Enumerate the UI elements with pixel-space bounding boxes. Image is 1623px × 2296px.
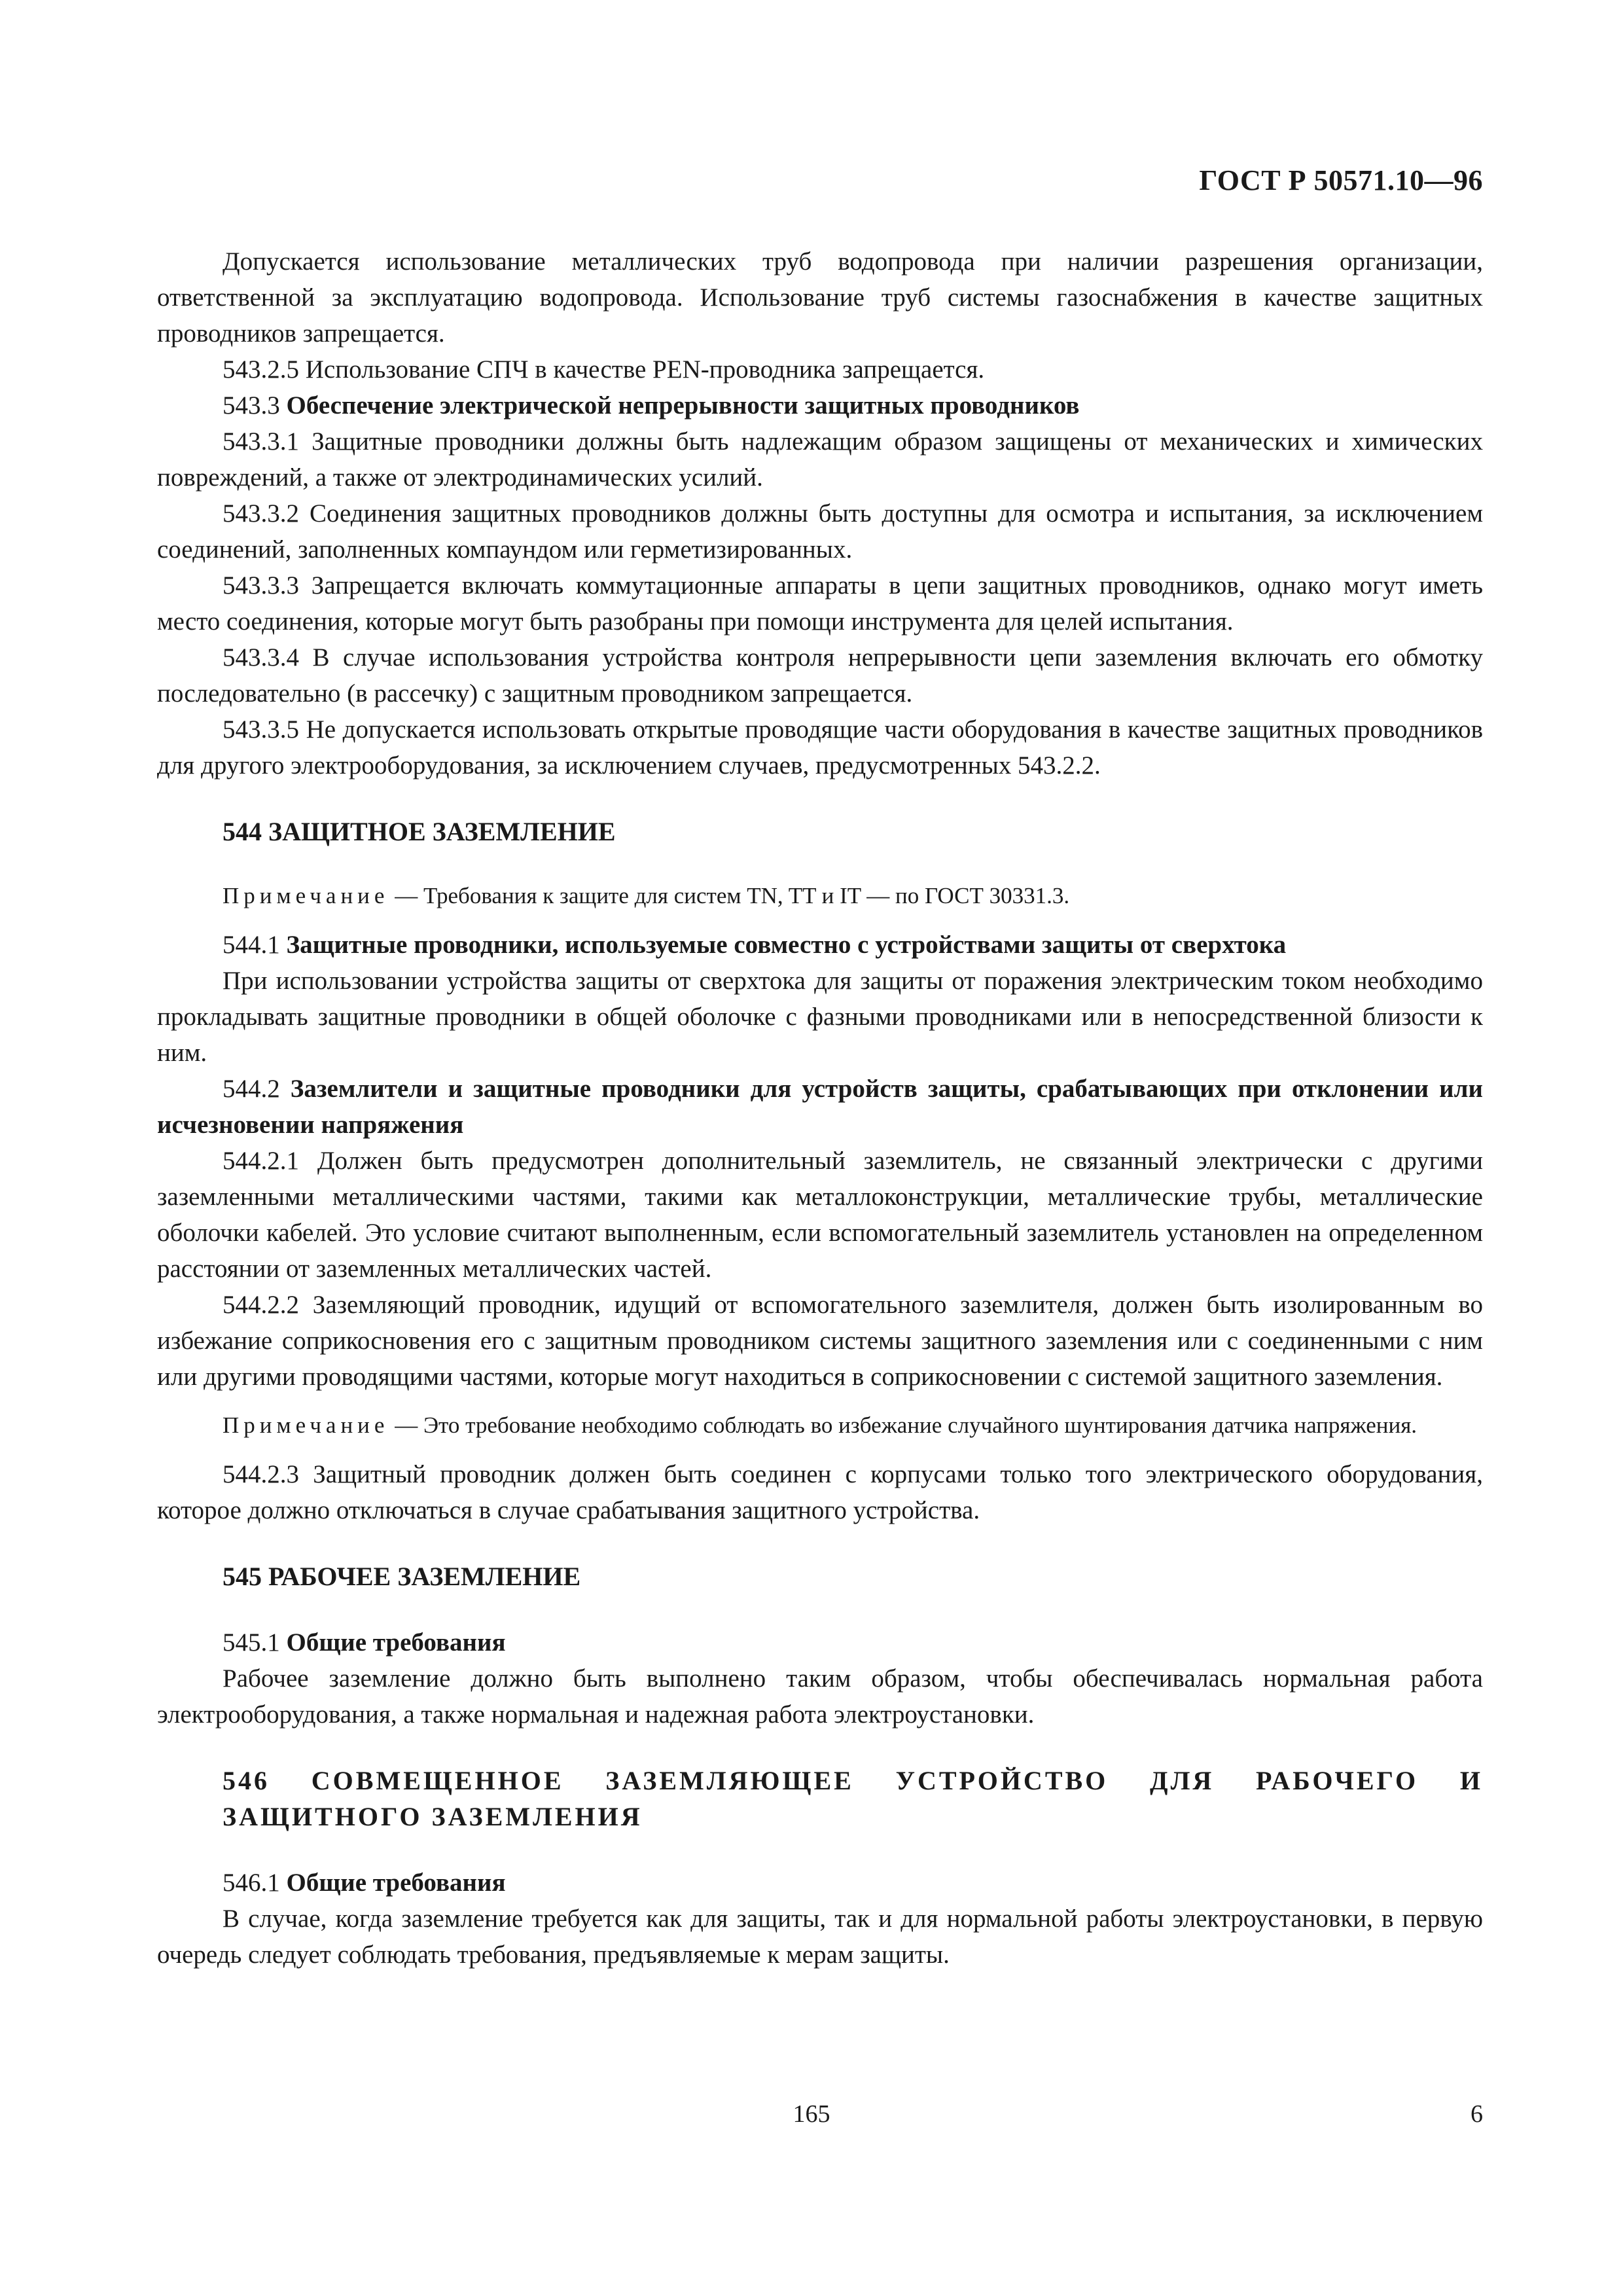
paragraph: Допускается использование металлических труб водопровода при наличии разрешения организации, ответственной за эксплуатацию водопровода. Использование труб системы газоснабжения в качестве защитных проводников запрещается. (157, 247, 1483, 348)
note-label: Примечание (223, 1412, 389, 1438)
subsection-title: Заземлители и защитные проводники для устройств защиты, срабатывающих при отклонении или исчезновении напряжения (157, 1075, 1484, 1139)
paragraph: 544.2.3 Защитный проводник должен быть соединен с корпусами только того электрического оборудования, которое должно отключаться в случае срабатывания защитного устройства. (157, 1460, 1483, 1524)
subsection-heading (157, 1865, 1483, 1901)
paragraph: 544.2.1 Должен быть предусмотрен дополнительный заземлитель, не связанный электрически с другими заземленными металлическими частями, такими как металлоконструкции, металлические трубы, металлические оболочки кабелей. Это условие считают выполненным, если вспомогательный заземлитель установлен на определенном расстоянии от заземленных металлических частей. (157, 1147, 1483, 1283)
subsection-title: Обеспечение электрической непрерывности защитных проводников (286, 391, 1080, 420)
paragraph: В случае, когда заземление требуется как для защиты, так и для нормальной работы электроустановки, в первую очередь следует соблюдать требования, предъявляемые к мерам защиты. (157, 1905, 1483, 1969)
sheet-number: 6 (1471, 2100, 1483, 2128)
paragraph: 543.3.2 Соединения защитных проводников должны быть доступны для осмотра и испытания, за исключением соединений, заполненных компаундом или герметизированных. (157, 499, 1483, 564)
paragraph: Рабочее заземление должно быть выполнено таким образом, чтобы обеспечивалась нормальная работа электрооборудования, а также нормальная и надежная работа электроустановки. (157, 1664, 1483, 1729)
subsection-title: Защитные проводники, используемые совместно с устройствами защиты от сверхтока (286, 931, 1287, 959)
section-heading-546: 546 СОВМЕЩЕННОЕ ЗАЗЕМЛЯЮЩЕЕ УСТРОЙСТВО ДЛЯ РАБОЧЕГО И ЗАЩИТНОГО ЗАЗЕМЛЕНИЯ (223, 1766, 1483, 1831)
subsection-number: 545.1 (223, 1628, 287, 1657)
section-heading-544: 544 ЗАЩИТНОЕ ЗАЗЕМЛЕНИЕ (223, 817, 616, 846)
subsection-heading (157, 1624, 1483, 1660)
paragraph: 543.2.5 Использование СПЧ в качестве PEN-проводника запрещается. (223, 355, 985, 384)
subsection-number: 544.2 (223, 1075, 291, 1103)
subsection-number: 544.1 (223, 931, 287, 959)
subsection-heading (157, 1071, 1483, 1143)
subsection-title: Общие требования (286, 1628, 506, 1657)
note-text: — Это требование необходимо соблюдать во избежание случайного шунтирования датчика напряжения. (389, 1412, 1418, 1438)
paragraph: 543.3.5 Не допускается использовать открытые проводящие части оборудования в качестве защитных проводников для другого электрооборудования, за исключением случаев, предусмотренных 543.2.2. (157, 715, 1483, 780)
document-body (157, 243, 1483, 1973)
note (157, 880, 1483, 912)
note (157, 1409, 1483, 1442)
note-label: Примечание (223, 883, 389, 908)
note-text: — Требования к защите для систем TN, TT и IT — по ГОСТ 30331.3. (389, 883, 1070, 908)
paragraph: 543.3.3 Запрещается включать коммутационные аппараты в цепи защитных проводников, однако могут иметь место соединения, которые могут быть разобраны при помощи инструмента для целей испытания. (157, 571, 1483, 636)
page-number: 165 (793, 2100, 830, 2128)
subsection-heading (157, 387, 1483, 423)
paragraph: 543.3.4 В случае использования устройства контроля непрерывности цепи заземления включать его обмотку последовательно (в рассечку) с защитным проводником запрещается. (157, 643, 1483, 708)
section-heading-545: 545 РАБОЧЕЕ ЗАЗЕМЛЕНИЕ (223, 1562, 581, 1591)
subsection-number: 546.1 (223, 1869, 287, 1897)
paragraph: При использовании устройства защиты от сверхтока для защиты от поражения электрическим током необходимо прокладывать защитные проводники в общей оболочке с фазными проводниками или в непосредственной близости к ним. (157, 967, 1483, 1067)
paragraph: 543.3.1 Защитные проводники должны быть надлежащим образом защищены от механических и химических повреждений, а также от электродинамических усилий. (157, 427, 1483, 492)
paragraph: 544.2.2 Заземляющий проводник, идущий от вспомогательного заземлителя, должен быть изолированным во избежание соприкосновения его с защитным проводником системы защитного заземления или с соединенными с ним или другими проводящими частями, которые могут находиться в соприкосновении с системой защитного заземления. (157, 1291, 1483, 1391)
subsection-number: 543.3 (223, 391, 287, 420)
document-code-header: ГОСТ Р 50571.10—96 (1199, 164, 1483, 196)
subsection-title: Общие требования (286, 1869, 506, 1897)
subsection-heading (157, 927, 1483, 963)
